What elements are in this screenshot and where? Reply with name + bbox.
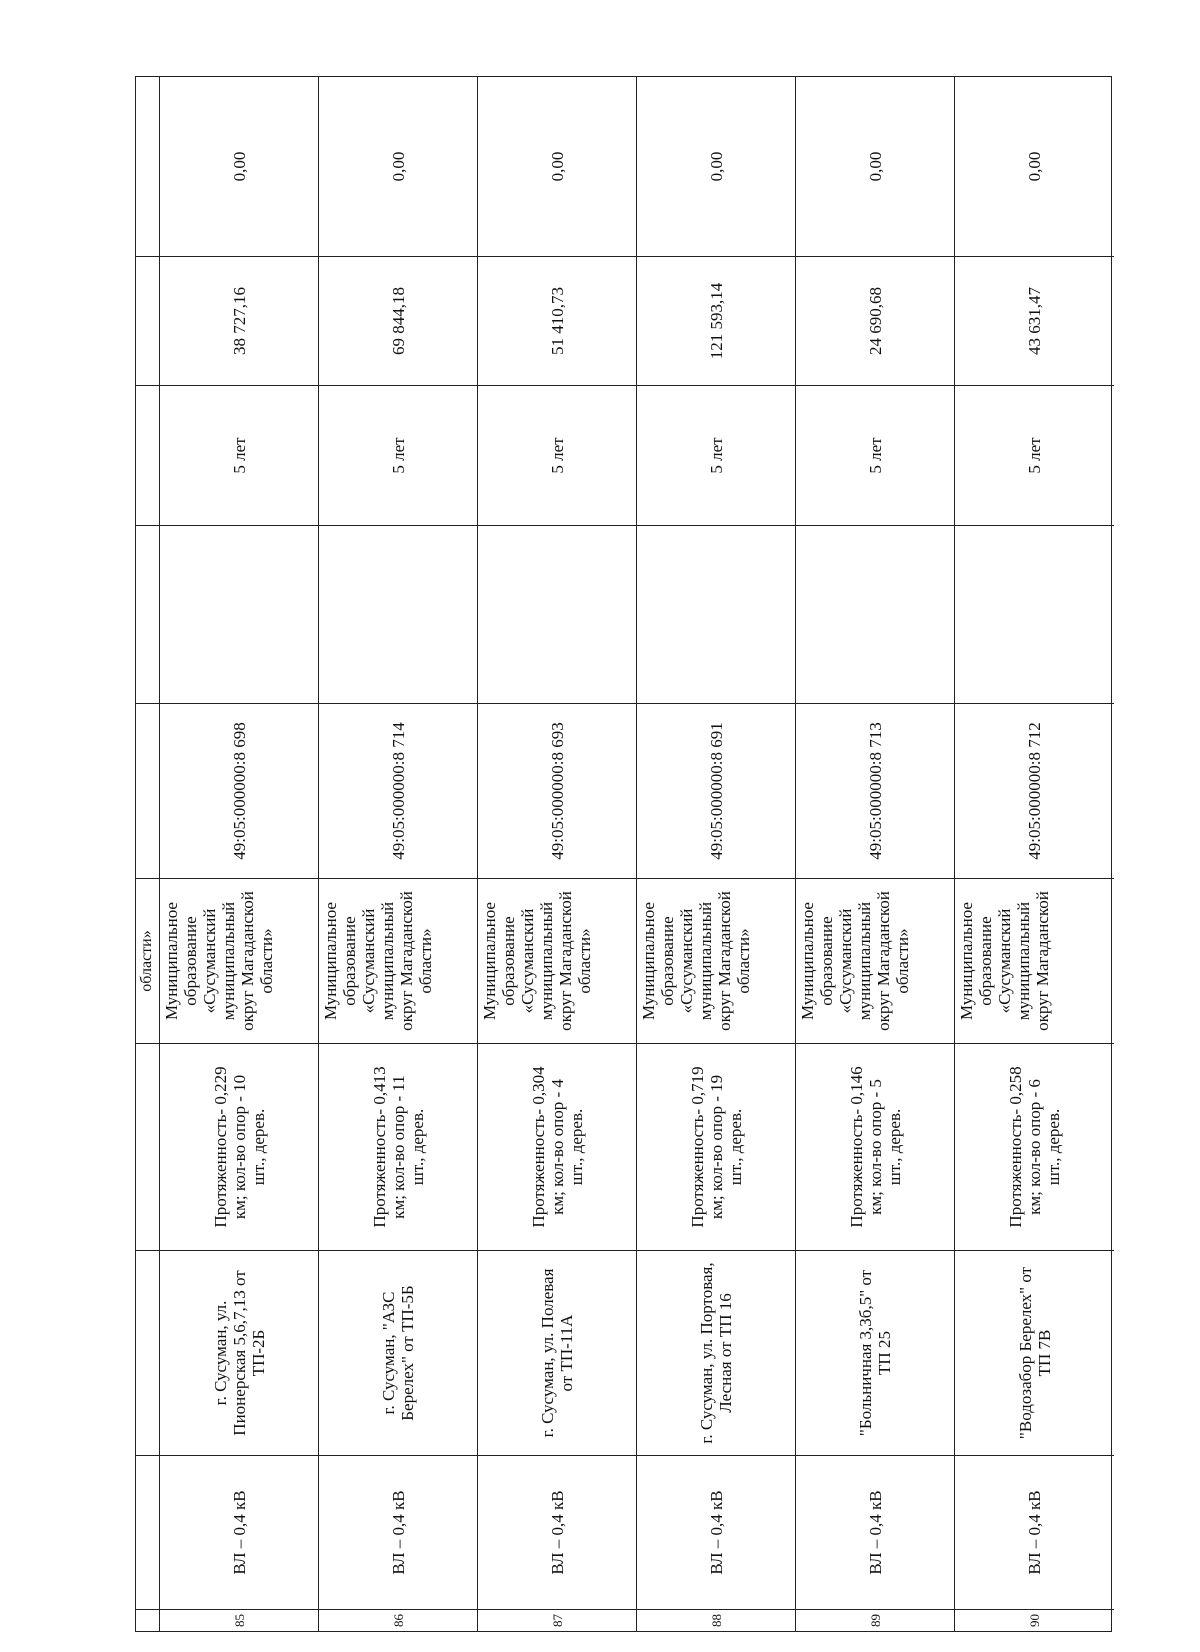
cell-encumbrance (796, 525, 954, 703)
cell-residual-value (796, 77, 954, 256)
cell-text-residual: 0,00 (1025, 151, 1044, 182)
cell-object-type (160, 1455, 318, 1609)
cell-cadastral-number (955, 703, 1114, 878)
cont-cell-num (136, 1609, 160, 1631)
cell-text-cadastral: 49:05:000000:8 698 (229, 722, 249, 860)
cont-cell-cadastral (136, 703, 160, 878)
cont-cell-address (136, 1250, 160, 1455)
cell-owner (478, 878, 636, 1043)
cell-text-cost: 38 727,16 (229, 287, 249, 355)
cell-characteristics (796, 1043, 954, 1250)
cell-text-owner: Муниципальное образование «Сусуманский муниципальный округ Магаданской области» (321, 891, 435, 1031)
cell-text-num: 87 (549, 1614, 565, 1627)
cell-text-characteristics: Протяженность- 0,258 км; кол-во опор - 6 шт., дерев. (1006, 1066, 1063, 1228)
cell-encumbrance (160, 525, 318, 703)
cell-object-type (637, 1455, 795, 1609)
cell-book-value (637, 256, 795, 385)
cell-address (637, 1250, 795, 1455)
cell-object-type (478, 1455, 636, 1609)
cell-text-owner: Муниципальное образование «Сусуманский муниципальный округ Магаданской области» (639, 891, 753, 1031)
cell-book-value (955, 256, 1114, 385)
cell-term (319, 385, 477, 525)
cell-residual-value (160, 77, 318, 256)
cell-text-residual: 0,00 (706, 151, 726, 182)
cell-encumbrance (319, 525, 477, 703)
cell-characteristics (319, 1043, 477, 1250)
cell-term (955, 385, 1114, 525)
property-register-table (135, 76, 1112, 1632)
cell-text-residual: 0,00 (865, 151, 885, 182)
cell-text-term: 5 лет (1025, 437, 1044, 474)
cell-cadastral-number (160, 703, 318, 878)
cell-text-characteristics: Протяженность- 0,413 км; кол-во опор - 11 шт., дерев. (369, 1066, 427, 1228)
cell-text-cost: 24 690,68 (865, 287, 885, 355)
cell-owner (637, 878, 795, 1043)
cell-address (160, 1250, 318, 1455)
cell-text-num: 88 (708, 1614, 724, 1627)
cell-number (637, 1609, 795, 1631)
cont-cell-cost (136, 256, 160, 385)
cell-owner (160, 878, 318, 1043)
cell-text-cadastral: 49:05:000000:8 713 (865, 722, 885, 860)
cell-text-address: г. Сусуман, "АЗС Берелех" от ТП-5Б (379, 1285, 417, 1421)
cell-text-characteristics: Протяженность- 0,304 км; кол-во опор - 4 шт., дерев. (528, 1066, 586, 1228)
cell-text-term: 5 лет (706, 437, 726, 474)
cell-residual-value (955, 77, 1114, 256)
cell-encumbrance (955, 525, 1114, 703)
cell-text-cadastral: 49:05:000000:8 691 (706, 722, 726, 860)
cell-term (160, 385, 318, 525)
cell-text-address: г. Сусуман, ул. Портовая, Лесная от ТП 16 (697, 1262, 735, 1444)
cont-cell-characteristics (136, 1043, 160, 1250)
cell-term (478, 385, 636, 525)
cell-text-address: "Больничная 3,3б,5" от ТП 25 (856, 1269, 894, 1437)
cell-residual-value (319, 77, 477, 256)
table-row (160, 77, 319, 1631)
cell-text-owner: Муниципальное образование «Сусуманский муниципальный округ Магаданской области» (798, 891, 912, 1031)
cell-text-term: 5 лет (865, 437, 885, 474)
cont-cell-residual (136, 77, 160, 256)
cell-characteristics (955, 1043, 1114, 1250)
cont-cell-type (136, 1455, 160, 1609)
cell-residual-value (637, 77, 795, 256)
cell-text-characteristics: Протяженность- 0,146 км; кол-во опор - 5 шт., дерев. (846, 1066, 904, 1228)
table-row (478, 77, 637, 1631)
cell-owner (319, 878, 477, 1043)
cell-object-type (955, 1455, 1114, 1609)
cell-text-cadastral: 49:05:000000:8 714 (388, 722, 408, 860)
cell-address (478, 1250, 636, 1455)
cell-book-value (319, 256, 477, 385)
cell-text-cost: 121 593,14 (706, 282, 726, 360)
cell-text-address: г. Сусуман, ул. Пионерская 5,6,7,13 от ТП-2Б (210, 1270, 268, 1436)
cell-text-residual: 0,00 (547, 151, 567, 182)
cell-text-owner: Муниципальное образование «Сусуманский муниципальный округ Магаданской (957, 891, 1052, 1031)
cell-number (796, 1609, 954, 1631)
continuation-row (136, 77, 160, 1631)
cell-text-cost: 43 631,47 (1025, 287, 1044, 355)
cell-address (319, 1250, 477, 1455)
cell-text-num: 90 (1027, 1614, 1042, 1627)
cell-text-residual: 0,00 (229, 151, 249, 182)
cell-encumbrance (478, 525, 636, 703)
cell-text-type: ВЛ – 0,4 кВ (865, 1490, 885, 1575)
cell-address (796, 1250, 954, 1455)
table-row (796, 77, 955, 1631)
cell-text-cost: 69 844,18 (388, 287, 408, 355)
cont-cell-owner: области» (136, 878, 160, 1043)
cell-text-cost: 51 410,73 (547, 287, 567, 355)
cell-number (319, 1609, 477, 1631)
cell-characteristics (637, 1043, 795, 1250)
cell-text-cadastral: 49:05:000000:8 712 (1025, 722, 1044, 860)
cell-text-num: 89 (867, 1614, 883, 1627)
cell-text-address: "Водозабор Берелех" от ТП 7В (1015, 1266, 1054, 1440)
cell-text-type: ВЛ – 0,4 кВ (388, 1490, 408, 1575)
cell-text-owner: Муниципальное образование «Сусуманский муниципальный округ Магаданской области» (162, 891, 276, 1031)
cell-object-type (319, 1455, 477, 1609)
cell-characteristics (160, 1043, 318, 1250)
cell-book-value (796, 256, 954, 385)
cell-cadastral-number (478, 703, 636, 878)
cell-term (637, 385, 795, 525)
cell-book-value (160, 256, 318, 385)
cell-number (160, 1609, 318, 1631)
cell-text-characteristics: Протяженность- 0,229 км; кол-во опор - 10 шт., дерев. (210, 1066, 268, 1228)
cell-text-type: ВЛ – 0,4 кВ (547, 1490, 567, 1575)
cell-characteristics (478, 1043, 636, 1250)
cell-text-owner: Муниципальное образование «Сусуманский муниципальный округ Магаданской области» (480, 891, 594, 1031)
cell-cadastral-number (637, 703, 795, 878)
cell-object-type (796, 1455, 954, 1609)
cell-number (478, 1609, 636, 1631)
cell-address (955, 1250, 1114, 1455)
cell-owner (796, 878, 954, 1043)
cell-text-term: 5 лет (388, 437, 408, 474)
cont-cell-encumbrance (136, 525, 160, 703)
cell-text-term: 5 лет (229, 437, 249, 474)
table-row (637, 77, 796, 1631)
cont-cell-term (136, 385, 160, 525)
cell-term (796, 385, 954, 525)
cell-encumbrance (637, 525, 795, 703)
cell-cadastral-number (319, 703, 477, 878)
cell-text-num: 86 (390, 1614, 406, 1627)
cell-residual-value (478, 77, 636, 256)
cell-text-term: 5 лет (547, 437, 567, 474)
table-row (319, 77, 478, 1631)
cell-text-address: г. Сусуман, ул. Полевая от ТП-11А (538, 1268, 576, 1438)
cell-text-type: ВЛ – 0,4 кВ (706, 1490, 726, 1575)
cell-text-cadastral: 49:05:000000:8 693 (547, 722, 567, 860)
cell-cadastral-number (796, 703, 954, 878)
cell-book-value (478, 256, 636, 385)
cell-owner (955, 878, 1114, 1043)
cell-text-residual: 0,00 (388, 151, 408, 182)
cell-text-num: 85 (231, 1614, 247, 1627)
cell-text-type: ВЛ – 0,4 кВ (229, 1490, 249, 1575)
cell-text-type: ВЛ – 0,4 кВ (1025, 1490, 1044, 1575)
table-row (955, 77, 1114, 1631)
cell-text-characteristics: Протяженность- 0,719 км; кол-во опор - 19 шт., дерев. (687, 1066, 745, 1228)
cell-number (955, 1609, 1114, 1631)
